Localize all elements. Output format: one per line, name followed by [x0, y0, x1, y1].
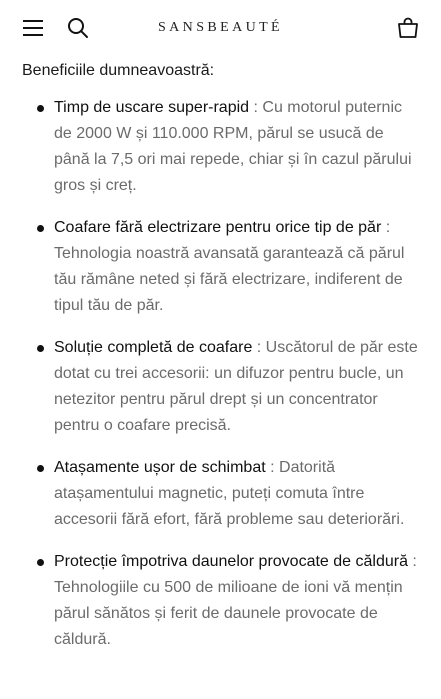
benefit-description: : Cu motorul puternic de 2000 W și 110.000 RPM, părul se usucă de până la 7,5 ori mai repede, chiar și în cazul părului gros și creț.: [54, 99, 412, 194]
benefit-title: Atașamente ușor de schimbat: [54, 459, 266, 476]
bullet-icon: [37, 345, 44, 352]
benefits-list: [22, 95, 422, 653]
benefit-description: : Uscătorul de păr este dotat cu trei accesorii: un difuzor pentru bucle, un netezitor pentru părul drept și un concentrator pentru o coafare precisă.: [54, 339, 418, 434]
benefit-title: Protecție împotriva daunelor provocate de căldură: [54, 553, 408, 570]
benefit-title: Timp de uscare super-rapid: [54, 99, 250, 116]
bullet-icon: [37, 105, 44, 112]
section-title: Beneficiile dumneavoastră:: [22, 62, 215, 79]
bullet-icon: [37, 559, 44, 566]
benefit-item: [22, 335, 422, 439]
benefit-description: : Tehnologia noastră avansată garantează că părul tău rămâne neted și fără electrizare, indiferent de tipul tău de păr.: [54, 219, 405, 314]
benefit-description: : Tehnologiile cu 500 de milioane de ioni vă mențin părul sănătos și ferit de daunele provocate de căldură.: [54, 553, 417, 648]
benefit-item: [22, 215, 422, 319]
benefit-description: : Datorită atașamentului magnetic, puteți comuta între accesorii fără efort, fără probleme sau deteriorări.: [54, 459, 405, 528]
brand-logo[interactable]: SANSBEAUTÉ: [157, 20, 283, 35]
benefit-item: [22, 455, 422, 533]
site-header: [0, 0, 441, 56]
bullet-icon: [37, 465, 44, 472]
product-benefits-section: [22, 60, 422, 669]
shopping-bag-icon[interactable]: [396, 16, 420, 40]
benefit-title: Coafare fără electrizare pentru orice tip de păr: [54, 219, 382, 236]
benefit-item: [22, 549, 422, 653]
benefit-title: Soluție completă de coafare: [54, 339, 253, 356]
benefit-item: [22, 95, 422, 199]
bullet-icon: [37, 225, 44, 232]
